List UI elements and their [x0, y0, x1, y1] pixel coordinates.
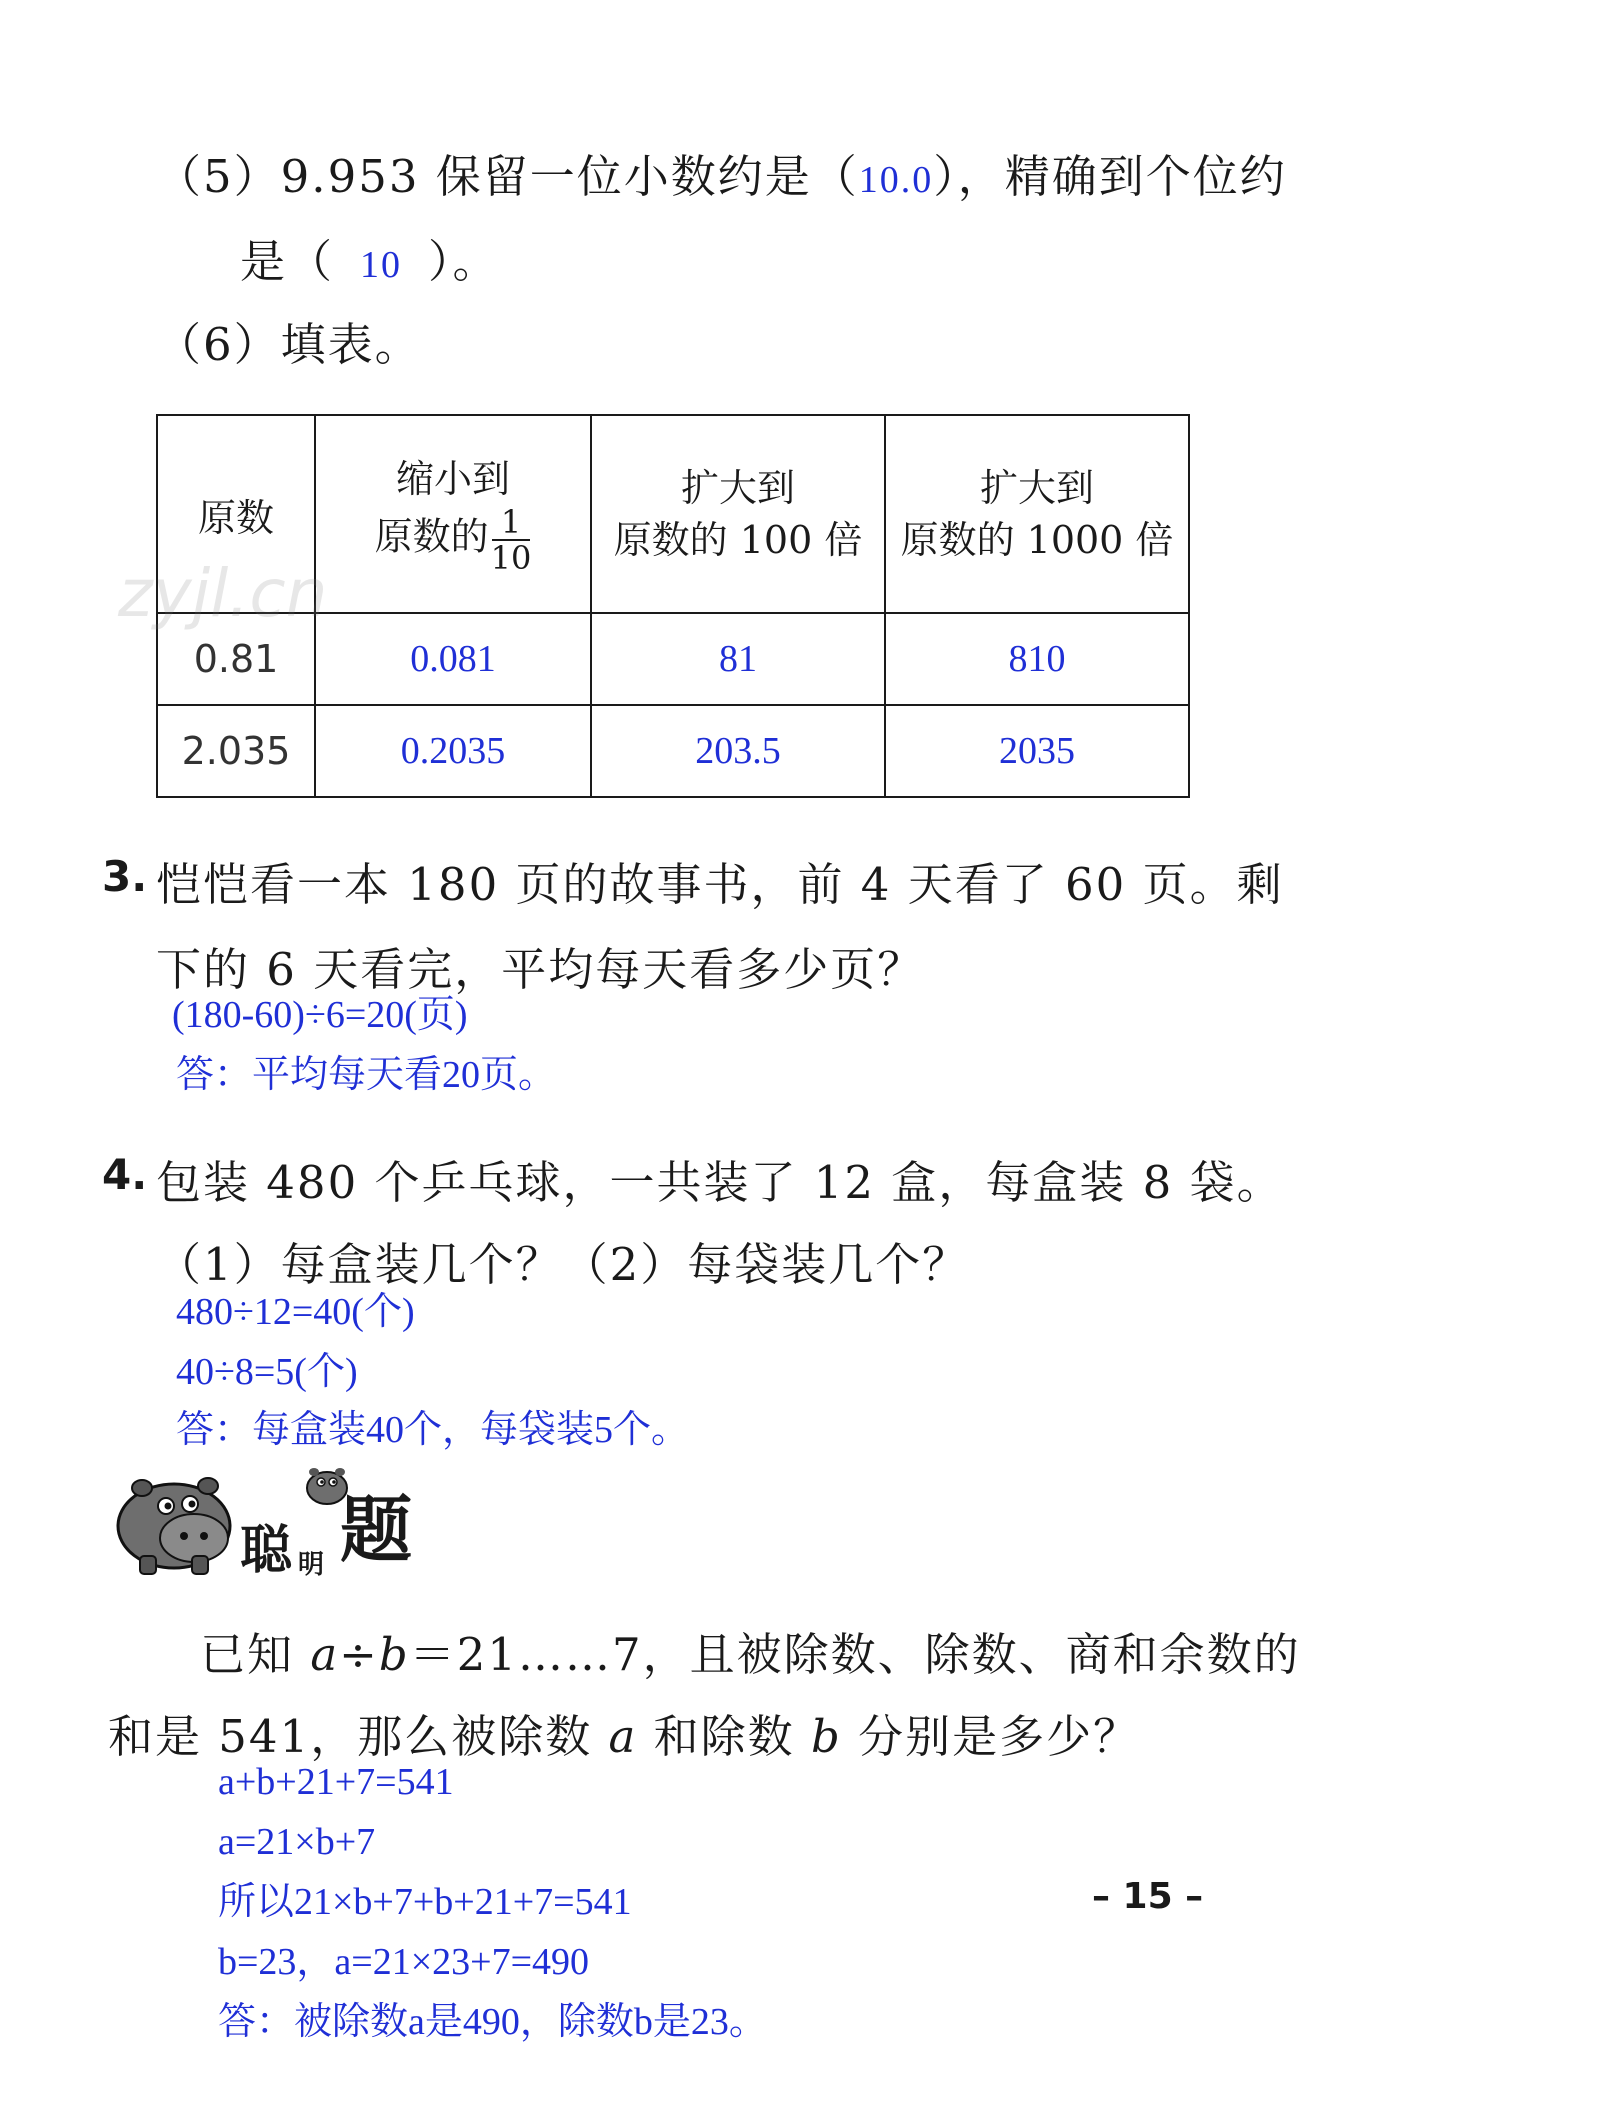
- cell-original: 2.035: [157, 705, 315, 797]
- header-div10: [315, 415, 591, 613]
- smart-answer-line: a=21×b+7: [218, 1821, 376, 1863]
- q5-text2: 是（: [240, 235, 335, 288]
- header-original: 原数: [157, 415, 315, 613]
- q3-line1: 恺恺看一本 180 页的故事书，前 4 天看了 60 页。剩: [156, 858, 1284, 911]
- var-b: b: [810, 1710, 842, 1763]
- q4-answer-calc2: 40÷8=5(个): [176, 1351, 358, 1393]
- cell-x100: 81: [591, 613, 885, 705]
- q5-text2-suffix: ）。: [428, 235, 500, 288]
- smart-question-line1: [200, 1618, 1301, 1683]
- q6-label: （6）填表。: [156, 318, 422, 371]
- q3-answer-calc: (180-60)÷6=20(页): [172, 994, 468, 1036]
- cell-x1000: 810: [885, 613, 1189, 705]
- q5-text-suffix: ），精确到个位约: [933, 150, 1287, 203]
- q5-line2: [240, 225, 500, 290]
- smart-answer-line: a+b+21+7=541: [218, 1761, 454, 1803]
- smart-text: 已知: [200, 1628, 311, 1681]
- smart-title-char2: 明: [298, 1550, 325, 1580]
- cell-original: 0.81: [157, 613, 315, 705]
- header-div10-line2: 原数的: [374, 514, 489, 559]
- q5-line1: [156, 140, 1287, 205]
- q5-text: （5）9.953 保留一位小数约是（: [156, 150, 859, 203]
- cell-x1000: 2035: [885, 705, 1189, 797]
- smart-text-rest: ＝21……7，且被除数、除数、商和余数的: [409, 1628, 1301, 1681]
- smart-title-char1: 聪: [240, 1521, 293, 1581]
- header-x1000-line2: 原数的 1000 倍: [900, 518, 1174, 562]
- smart-answer-line: 答：被除数a是490，除数b是23。: [218, 2001, 767, 2043]
- cell-div10: 0.081: [315, 613, 591, 705]
- q4-answer-calc1: 480÷12=40(个): [176, 1291, 415, 1333]
- fraction-one-tenth: [491, 505, 532, 575]
- var-b: b: [378, 1628, 410, 1681]
- header-x100: [591, 415, 885, 613]
- q4-answer-text: 答：每盒装40个，每袋装5个。: [176, 1409, 690, 1451]
- header-div10-line1: 缩小到: [395, 457, 510, 501]
- q4-line2: （1）每盒装几个？（2）每袋装几个？: [156, 1238, 970, 1291]
- q3-answer-text: 答：平均每天看20页。: [176, 1054, 557, 1096]
- header-x100-line1: 扩大到: [680, 466, 795, 510]
- smart-answer-line: b=23，a=21×23+7=490: [218, 1941, 590, 1983]
- header-x1000-line1: 扩大到: [979, 466, 1094, 510]
- smart-text2-mid: 和除数: [637, 1710, 811, 1763]
- cell-x100: 203.5: [591, 705, 885, 797]
- watermark: zyjl.cn: [118, 555, 328, 632]
- var-a: a: [310, 1628, 340, 1681]
- q3-number: 3.: [102, 852, 148, 901]
- header-x1000: [885, 415, 1189, 613]
- smart-answer-line: 所以21×b+7+b+21+7=541: [218, 1881, 632, 1923]
- q4-line1: 包装 480 个乒乓球，一共装了 12 盒，每盒装 8 袋。: [156, 1156, 1284, 1209]
- hippo-mascot-icon: [104, 1458, 244, 1578]
- frac-den: 10: [490, 539, 532, 577]
- page-number: – 15 –: [1092, 1876, 1204, 1917]
- smart-title-char3: 题: [340, 1488, 413, 1572]
- q5-answer1: 10.0: [858, 159, 934, 201]
- q4-number: 4.: [102, 1150, 148, 1199]
- q3-line2: 下的 6 天看完，平均每天看多少页？: [156, 943, 925, 996]
- div-sign: ÷: [339, 1628, 379, 1681]
- header-x100-line2: 原数的 100 倍: [613, 518, 863, 562]
- table-row: [157, 705, 1189, 797]
- smart-text2-end: 分别是多少？: [841, 1710, 1141, 1763]
- smart-text2: 和是 541，那么被除数: [108, 1710, 609, 1763]
- cell-div10: 0.2035: [315, 705, 591, 797]
- var-a: a: [608, 1710, 638, 1763]
- q5-answer2: 10: [360, 244, 403, 286]
- frac-num: 1: [500, 503, 522, 541]
